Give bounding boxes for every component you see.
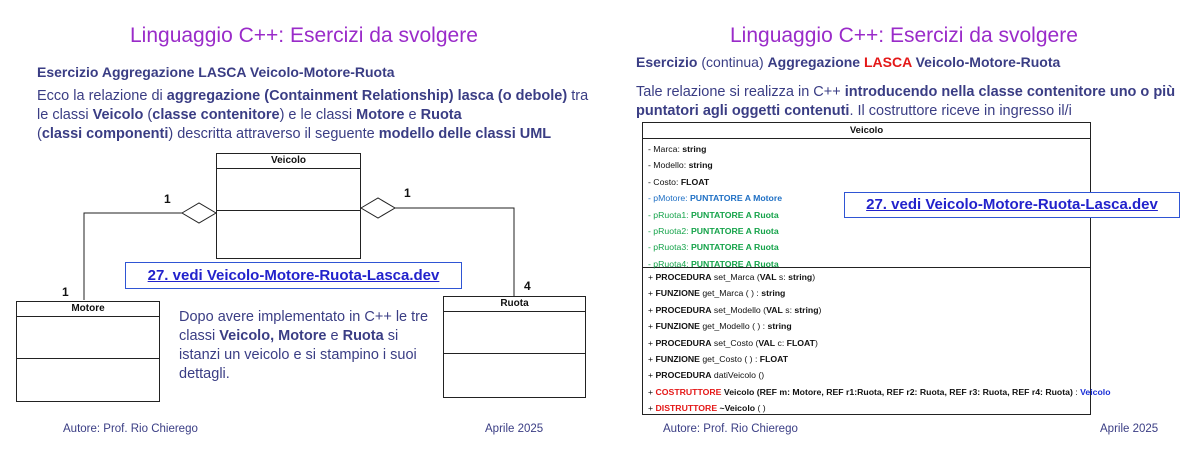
uml-attributes-section: [444, 312, 585, 354]
attribute-row: - pMotore: PUNTATORE A Motore: [648, 193, 783, 204]
exercise-subtitle: Esercizio Aggregazione LASCA Veicolo-Motore-Ruota: [37, 64, 395, 80]
uml-attributes-section: [17, 317, 159, 359]
uml-methods-section: [444, 354, 585, 398]
uml-methods-section: [643, 268, 1111, 417]
slide-title: Linguaggio C++: Esercizi da svolgere: [130, 24, 478, 47]
dev-file-link[interactable]: 27. vedi Veicolo-Motore-Ruota-Lasca.dev: [844, 192, 1180, 218]
constructor-row: + COSTRUTTORE Veicolo (REF m: Motore, REF r1:Ruota, REF r2: Ruota, REF r3: Ruota, REF r4: Ruota) : Veicolo: [648, 386, 1111, 397]
slide-2: [600, 0, 1200, 450]
attribute-row: - pRuota1: PUNTATORE A Ruota: [648, 209, 779, 220]
method-row: + PROCEDURA set_Modello (VAL s: string): [648, 304, 822, 315]
uml-class-name: Ruota: [444, 297, 585, 312]
destructor-row: + DISTRUTTORE ~Veicolo ( ): [648, 403, 766, 414]
attribute-row: - Marca: string: [648, 144, 707, 154]
multiplicity-motore: 1: [62, 285, 69, 299]
uml-methods-section: [217, 211, 360, 259]
uml-attributes-section: [217, 169, 360, 211]
method-row: + FUNZIONE get_Marca ( ) : string: [648, 288, 786, 299]
uml-class-name: Motore: [17, 302, 159, 317]
uml-methods-section: [17, 359, 159, 402]
uml-class-veicolo: [216, 153, 361, 259]
method-row: + PROCEDURA set_Marca (VAL s: string): [648, 272, 816, 282]
method-row: + PROCEDURA set_Costo (VAL c: FLOAT): [648, 337, 818, 348]
exercise-instructions: Dopo avere implementato in C++ le tre classi Veicolo, Motore e Ruota si istanzi un veicolo e si stampino i suoi dettagli.: [179, 309, 429, 382]
footer-date: Aprile 2025: [485, 423, 544, 435]
method-row: + FUNZIONE get_Costo ( ) : FLOAT: [648, 353, 789, 364]
multiplicity-veicolo-left: 1: [164, 192, 171, 206]
exercise-subtitle: Esercizio (continua) Aggregazione LASCA Veicolo-Motore-Ruota: [636, 54, 1061, 70]
attribute-row: - pRuota3: PUNTATORE A Ruota: [648, 242, 779, 253]
attribute-row: - pRuota4: PUNTATORE A Ruota: [648, 258, 779, 269]
method-row: + PROCEDURA datiVeicolo (): [648, 370, 765, 381]
slide-title: Linguaggio C++: Esercizi da svolgere: [730, 24, 1078, 47]
footer-author: Autore: Prof. Rio Chierego: [663, 423, 798, 435]
intro-paragraph: Ecco la relazione di aggregazione (Containment Relationship) lasca (o debole) tra le classi Veicolo (classe contenitore) e le classi Motore e Ruota (classi componenti) descritta attraverso il seguente modello delle classi UML: [37, 88, 589, 142]
uml-class-motore: [16, 301, 160, 402]
attribute-row: - Modello: string: [648, 160, 713, 171]
intro-paragraph: Tale relazione si realizza in C++ introducendo nella classe contenitore uno o più puntatori agli oggetti contenuti. Il costruttore riceve in ingresso il/i: [636, 84, 1176, 119]
footer-date: Aprile 2025: [1100, 423, 1159, 435]
footer-author: Autore: Prof. Rio Chierego: [63, 423, 198, 435]
attribute-row: - pRuota2: PUNTATORE A Ruota: [648, 225, 779, 236]
uml-class-ruota: [443, 296, 586, 398]
uml-class-name: Veicolo: [217, 154, 360, 169]
method-row: + FUNZIONE get_Modello ( ) : string: [648, 321, 792, 332]
uml-class-name: Veicolo: [643, 123, 1090, 139]
dev-file-link[interactable]: 27. vedi Veicolo-Motore-Ruota-Lasca.dev: [125, 262, 462, 289]
aggregation-diamond-right: [361, 198, 395, 218]
multiplicity-ruota: 4: [524, 279, 531, 293]
uml-class-veicolo-detail: [642, 122, 1111, 415]
multiplicity-veicolo-right: 1: [404, 186, 411, 200]
attribute-row: - Costo: FLOAT: [648, 176, 710, 187]
aggregation-diamond-left: [182, 203, 216, 223]
